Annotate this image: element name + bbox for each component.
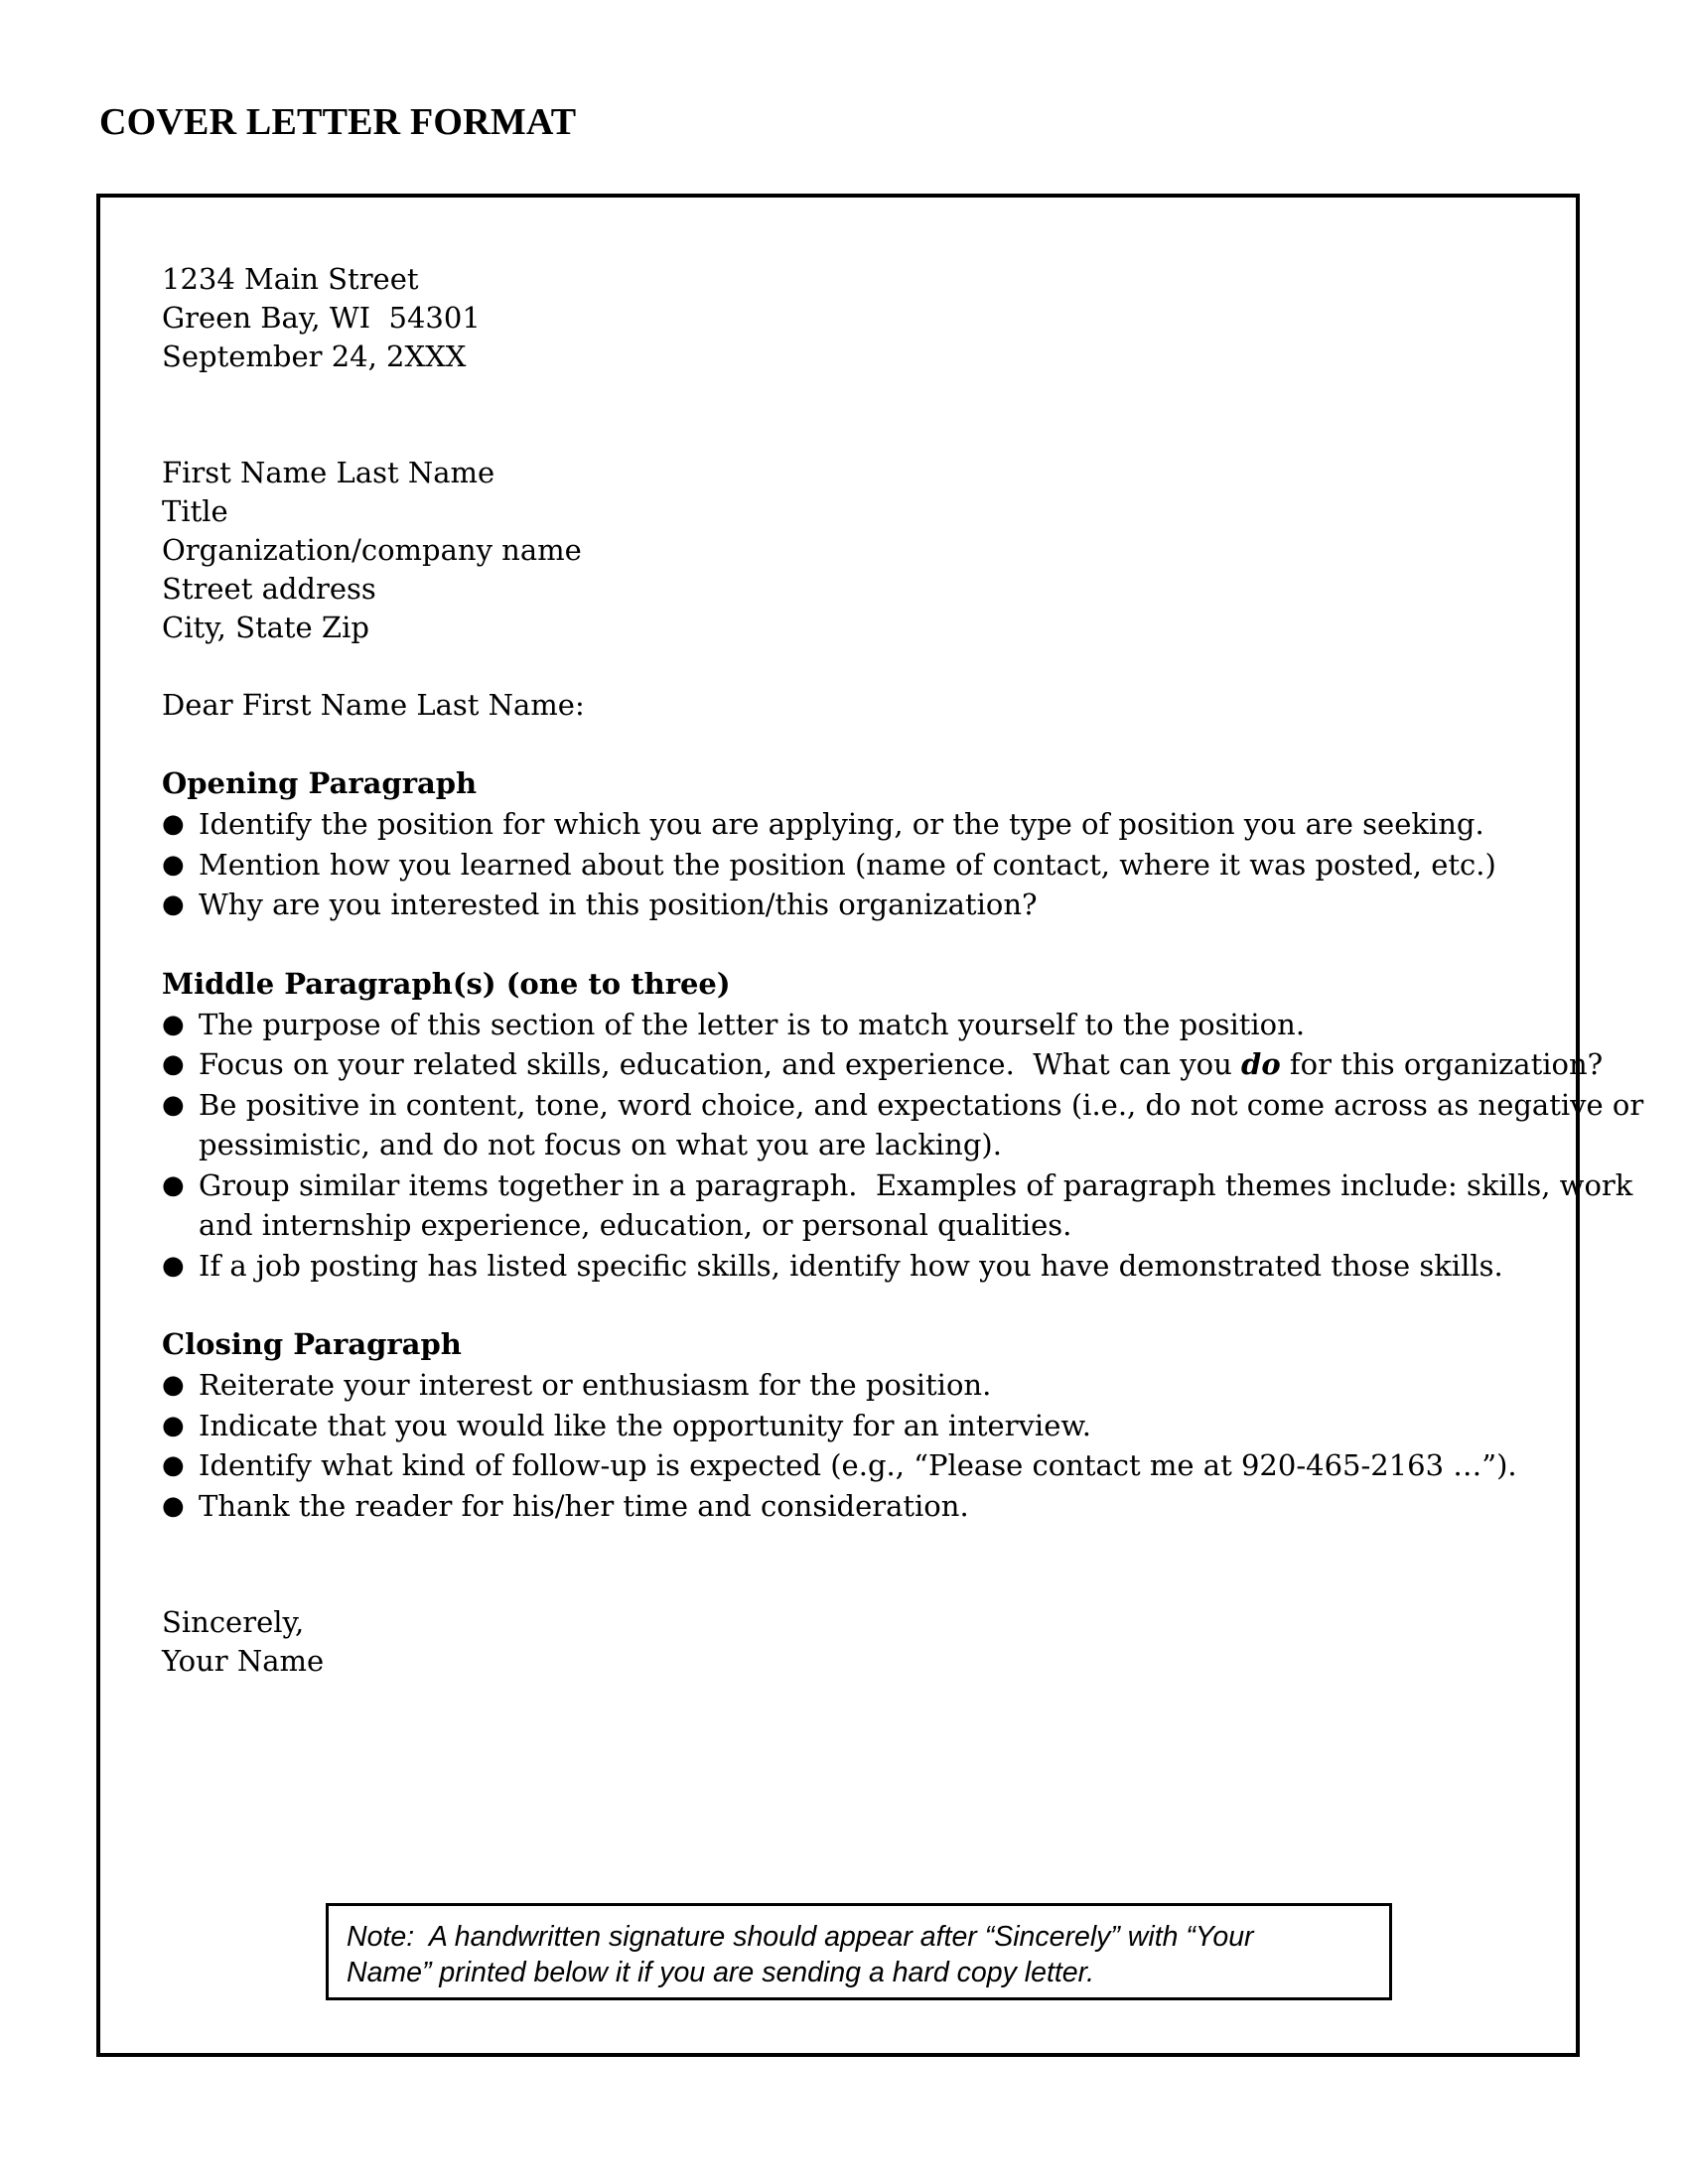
recipient-organization: Organization/company name — [162, 533, 582, 567]
closing-bullet-list — [162, 1365, 1592, 1526]
opening-bullet-text: Mention how you learned about the position (name of contact, where it was posted, etc.) — [199, 847, 1496, 882]
list-item — [162, 1005, 1592, 1045]
sender-address — [162, 260, 1592, 376]
letter-date: September 24, 2XXX — [162, 340, 467, 373]
emphasis-word: do — [1241, 1047, 1281, 1081]
list-item — [162, 885, 1592, 925]
middle-bullet-line: Be positive in content, tone, word choice, and expectations (i.e., do not come across as negative or — [199, 1087, 1644, 1122]
middle-bullet-text-after: for this organization? — [1280, 1047, 1604, 1081]
recipient-street: Street address — [162, 572, 376, 606]
document-title: COVER LETTER FORMAT — [99, 101, 577, 143]
middle-bullet-line: and internship experience, education, or personal qualities. — [199, 1208, 1072, 1242]
signature-note-box — [326, 1903, 1392, 2000]
closing-bullet-text: Reiterate your interest or enthusiasm for the position. — [199, 1368, 992, 1402]
bullet-icon: ● — [162, 1089, 185, 1120]
closing-bullet-text: Identify what kind of follow-up is expected (e.g., “Please contact me at 920-465-2163 …”). — [199, 1448, 1517, 1482]
recipient-name: First Name Last Name — [162, 456, 495, 489]
opening-bullet-list — [162, 804, 1592, 925]
recipient-title: Title — [162, 494, 228, 528]
signer-name: Your Name — [162, 1644, 325, 1678]
list-item — [162, 845, 1592, 886]
bullet-icon: ● — [162, 809, 185, 839]
closing-heading: Closing Paragraph — [162, 1327, 462, 1361]
middle-bullet-text-before: Focus on your related skills, education, and experience. What can you — [199, 1047, 1242, 1081]
middle-bullet-line: pessimistic, and do not focus on what you are lacking). — [199, 1128, 1002, 1161]
list-item — [162, 1165, 1633, 1246]
bullet-icon: ● — [162, 1049, 185, 1079]
list-item — [162, 1445, 1592, 1486]
middle-bullet-text: If a job posting has listed specific skills, identify how you have demonstrated those skills. — [199, 1248, 1503, 1283]
sender-street: 1234 Main Street — [162, 262, 419, 296]
bullet-icon: ● — [162, 1410, 185, 1440]
opening-bullet-text: Identify the position for which you are applying, or the type of position you are seeking. — [199, 807, 1484, 841]
list-item — [162, 1406, 1592, 1446]
list-item — [162, 1486, 1592, 1527]
bullet-icon: ● — [162, 1450, 185, 1480]
bullet-icon: ● — [162, 1370, 185, 1400]
middle-heading: Middle Paragraph(s) (one to three) — [162, 966, 731, 1001]
bullet-icon: ● — [162, 1009, 185, 1039]
closing-bullet-text: Indicate that you would like the opportunity for an interview. — [199, 1408, 1091, 1442]
sender-city-state-zip: Green Bay, WI 54301 — [162, 301, 481, 335]
list-item — [162, 1246, 1592, 1287]
bullet-icon: ● — [162, 1490, 185, 1521]
list-item — [162, 1044, 1604, 1085]
middle-bullet-text — [199, 1165, 1633, 1246]
list-item — [162, 1085, 1644, 1165]
middle-bullet-text: The purpose of this section of the letter is to match yourself to the position. — [199, 1007, 1306, 1041]
letter-body — [162, 260, 1644, 1681]
recipient-address — [162, 454, 1592, 647]
note-line: Name” printed below it if you are sending a hard copy letter. — [347, 1957, 1095, 1988]
opening-heading: Opening Paragraph — [162, 766, 478, 800]
middle-bullet-text — [199, 1047, 1603, 1081]
bullet-icon: ● — [162, 889, 185, 919]
opening-bullet-text: Why are you interested in this position/this organization? — [199, 887, 1038, 921]
closing-bullet-text: Thank the reader for his/her time and consideration. — [199, 1488, 969, 1523]
middle-bullet-text — [199, 1085, 1644, 1165]
bullet-icon: ● — [162, 1169, 185, 1200]
closing-section — [162, 1324, 1592, 1526]
signoff — [162, 1603, 1592, 1681]
middle-section — [162, 964, 1644, 1287]
middle-bullet-list — [162, 1005, 1644, 1287]
valediction: Sincerely, — [162, 1605, 305, 1639]
note-line: Note: A handwritten signature should appear after “Sincerely” with “Your — [347, 1921, 1254, 1953]
bullet-icon: ● — [162, 849, 185, 880]
salutation: Dear First Name Last Name: — [162, 688, 585, 722]
list-item — [162, 804, 1592, 845]
opening-section — [162, 763, 1592, 925]
middle-bullet-line: Group similar items together in a paragraph. Examples of paragraph themes include: skills, work — [199, 1167, 1633, 1202]
recipient-city-state-zip: City, State Zip — [162, 611, 369, 644]
bullet-icon: ● — [162, 1250, 185, 1281]
list-item — [162, 1365, 1592, 1406]
